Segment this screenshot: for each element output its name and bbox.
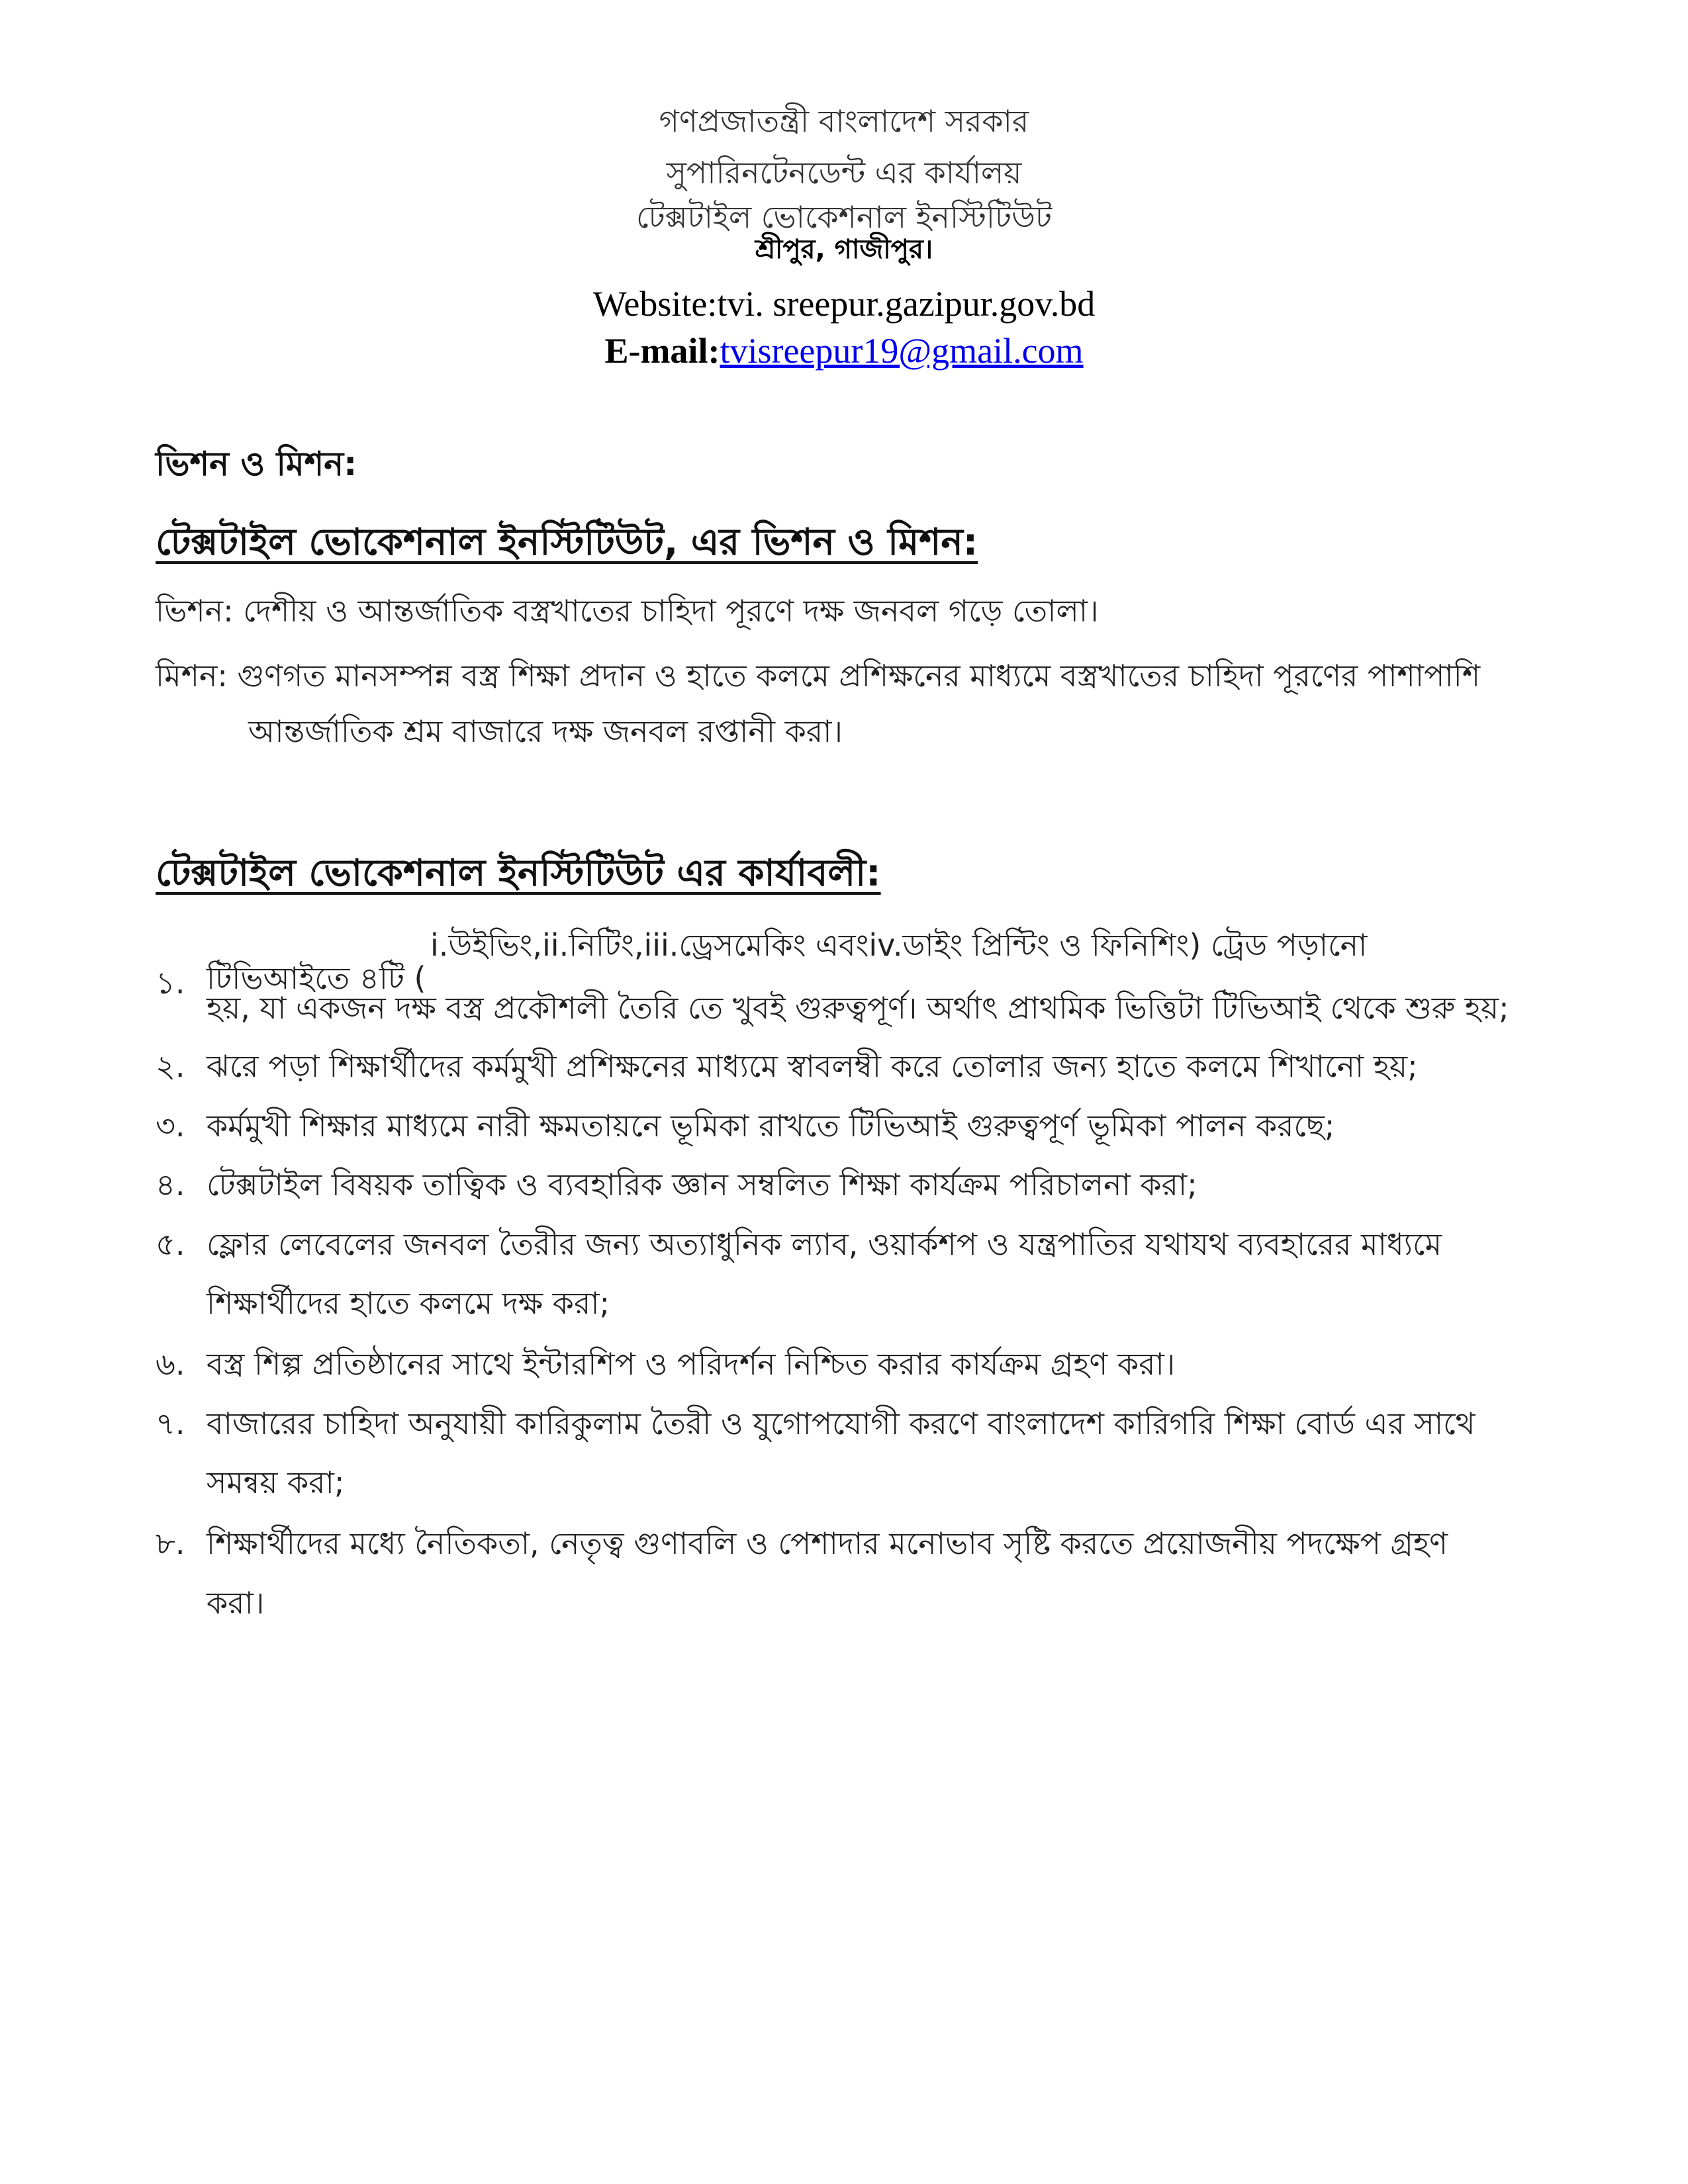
- item-number: ১.: [156, 965, 185, 1001]
- functions-heading: টেক্সটাইল ভোকেশনাল ইনস্টিটিউট এর কার্যাবলী:: [156, 852, 881, 895]
- header-institute: টেক্সটাইল ভোকেশনাল ইনস্টিটিউট: [635, 199, 1053, 235]
- email-link[interactable]: tvisreepur19@gmail.com: [720, 331, 1084, 371]
- email-line: [0, 333, 1688, 369]
- item-text: শিক্ষার্থীদের হাতে কলমে দক্ষ করা;: [207, 1285, 610, 1321]
- item-text: সমন্বয় করা;: [207, 1465, 345, 1500]
- item-number: ৬.: [156, 1346, 185, 1382]
- mission-text-cont: আন্তর্জাতিক শ্রম বাজারে দক্ষ জনবল রপ্তানী করা।: [248, 713, 843, 749]
- item-text: হয়, যা একজন দক্ষ বস্ত্র প্রকৌশলী তৈরি তে খুবই গুরুত্বপূর্ণ। অর্থাৎ প্রাথমিক ভিত্তিটা টিভিআই থেকে শুরু হয়;: [207, 990, 1509, 1026]
- item-text: টেক্সটাইল বিষয়ক তাত্বিক ও ব্যবহারিক জ্ঞান সম্বলিত শিক্ষা কার্যক্রম পরিচালনা করা;: [207, 1167, 1197, 1203]
- item-number: ৩.: [156, 1108, 185, 1144]
- vision-text: ভিশন: দেশীয় ও আন্তর্জাতিক বস্ত্রখাতের চাহিদা পূরণে দক্ষ জনবল গড়ে তোলা।: [156, 593, 1099, 629]
- item-text: ঝরে পড়া শিক্ষার্থীদের কর্মমুখী প্রশিক্ষনের মাধ্যমে স্বাবলম্বী করে তোলার জন্য হাতে কলমে শিখানো হয়;: [207, 1048, 1418, 1084]
- item-number: ৫.: [156, 1226, 185, 1262]
- vision-mission-subheading: টেক্সটাইল ভোকেশনাল ইনস্টিটিউট, এর ভিশন ও মিশন:: [156, 521, 978, 564]
- header-office: সুপারিনটেনডেন্ট এর কার্যালয়: [666, 155, 1022, 191]
- item-text: বাজারের চাহিদা অনুযায়ী কারিকুলাম তৈরী ও যুগোপযোগী করণে বাংলাদেশ কারিগরি শিক্ষা বোর্ড এর সাথে: [207, 1406, 1476, 1441]
- mission-text: মিশন: গুণগত মানসম্পন্ন বস্ত্র শিক্ষা প্রদান ও হাতে কলমে প্রশিক্ষনের মাধ্যমে বস্ত্রখাতের চাহিদা পূরণের পাশাপাশি: [156, 658, 1481, 694]
- item-text: বস্ত্র শিল্প প্রতিষ্ঠানের সাথে ইন্টারশিপ ও পরিদর্শন নিশ্চিত করার কার্যক্রম গ্রহণ করা।: [207, 1346, 1176, 1382]
- item-text: ফ্লোর লেবেলের জনবল তৈরীর জন্য অত্যাধুনিক ল্যাব, ওয়ার্কশপ ও যন্ত্রপাতির যথাযথ ব্যবহারের মাধ্যমে: [207, 1226, 1442, 1262]
- item-text: কর্মমুখী শিক্ষার মাধ্যমে নারী ক্ষমতায়নে ভূমিকা রাখতে টিভিআই গুরুত্বপূর্ণ ভূমিকা পালন করছে;: [207, 1108, 1335, 1144]
- item-text: টিভিআইতে ৪টি (: [207, 960, 426, 996]
- item-text: শিক্ষার্থীদের মধ্যে নৈতিকতা, নেতৃত্ব গুণাবলি ও পেশাদার মনোভাব সৃষ্টি করতে প্রয়োজনীয় পদক্ষেপ গ্রহণ: [207, 1525, 1448, 1561]
- website-text: Website:tvi. sreepur.gazipur.gov.bd: [592, 284, 1096, 324]
- item-number: ৮.: [156, 1525, 185, 1561]
- item-number: ২.: [156, 1048, 185, 1084]
- email-label: E-mail:: [604, 331, 720, 371]
- header-government: গণপ্রজাতন্ত্রী বাংলাদেশ সরকার: [659, 103, 1029, 139]
- item-number: ৪.: [156, 1167, 185, 1203]
- item-text: করা।: [207, 1585, 265, 1621]
- header-location: শ্রীপুর, গাজীপুর।: [755, 234, 933, 265]
- item-number: ৭.: [156, 1406, 185, 1441]
- item-text: i.উইভিং,ii.নিটিং,iii.ড্রেসমেকিং এবংiv.ডাইং প্রিন্টিং ও ফিনিশিং) ট্রেড পড়ানো: [430, 927, 1368, 963]
- vision-mission-heading: ভিশন ও মিশন:: [156, 445, 357, 483]
